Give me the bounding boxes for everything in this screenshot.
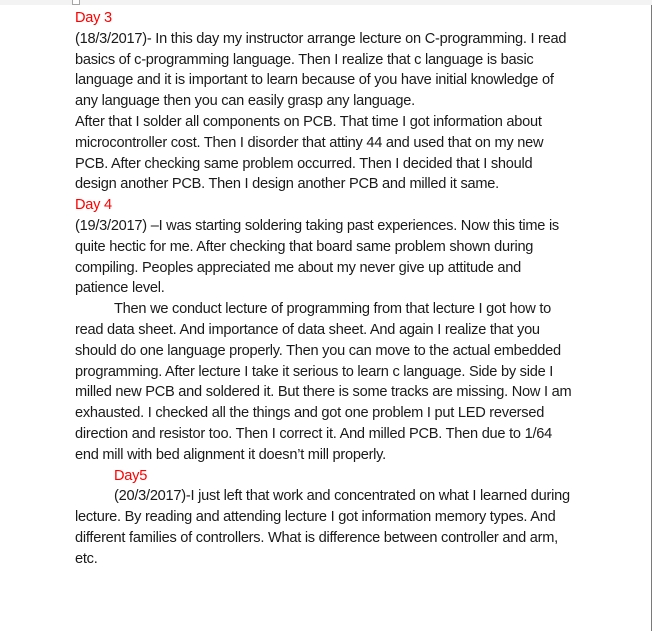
section-heading-day4: Day 4 bbox=[75, 197, 112, 214]
margin-corner-marker-icon bbox=[72, 0, 80, 5]
paragraph-day5-intro: (20/3/2017)-I just left that work and concentrated on what I learned during lecture. By reading and attending lecture I got information memory types. And different families of controllers. What is difference between controller and arm, etc. bbox=[75, 488, 570, 567]
section-heading-day3: Day 3 bbox=[75, 10, 112, 26]
ruler-band bbox=[0, 0, 652, 5]
paragraph-day3-intro: (18/3/2017)- In this day my instructor arrange lecture on C-programming. I read basics of c-programming language. Then I realize that c language is basic language and it is important to learn because of you have initial knowledge of any language then you can easily grasp any language. bbox=[75, 30, 567, 110]
section-heading-day5: Day5 bbox=[114, 467, 148, 484]
document-page[interactable] bbox=[75, 8, 575, 570]
paragraph-day4-lecture: Then we conduct lecture of programming from that lecture I got how to read data sheet. And importance of data sheet. And again I realize that you should do one language properly. Then you can move to the actual embedded programming. After lecture I take it serious to learn c language. Side by side I milled new PCB and soldered it. But there is some tracks are missing. Now I am exhausted. I checked all the things and got one problem I put LED reversed direction and resistor too. Then I correct it. And milled PCB. Then due to 1/64 end mill with bed alignment it doesn’t mill properly. bbox=[75, 301, 572, 463]
paragraph-day4-intro: (19/3/2017) –I was starting soldering taking past experiences. Now this time is quite hectic for me. After checking that board same problem shown during compiling. Peoples appreciated me about my never give up attitude and patience level. bbox=[75, 217, 559, 297]
paragraph-day3-pcb: After that I solder all components on PCB. That time I got information about microcontroller cost. Then I disorder that attiny 44 and used that on my new PCB. After checking same problem occurred. Then I decided that I should design another PCB. Then I design another PCB and milled it same. bbox=[75, 113, 544, 193]
